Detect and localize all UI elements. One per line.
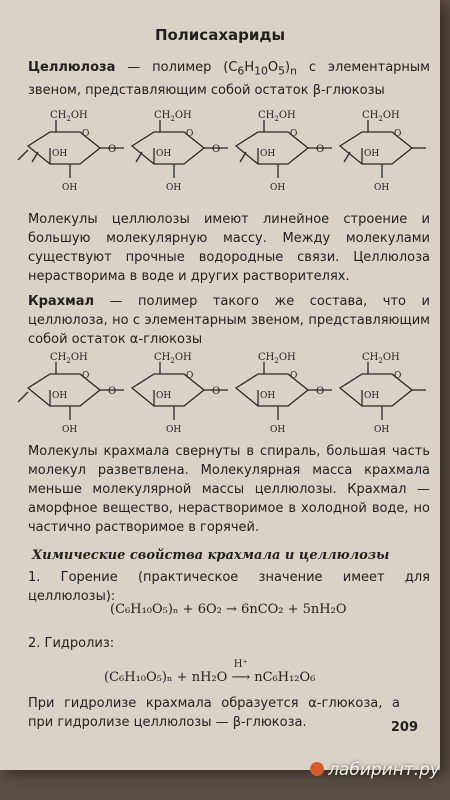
oh-label: OH [364,391,380,401]
oh-label: OH [52,149,68,159]
ch2oh-label: $CH_2OH$ [50,352,88,365]
oh-label: OH [270,183,286,193]
h-bond [32,152,38,162]
starch-term: Крахмал [28,294,95,309]
formula-part: O [267,60,279,75]
eq1-right: 6nCO₂ + 5nH₂O [241,602,347,617]
oh-label: OH [52,391,68,401]
ch2oh-label: $CH_2OH$ [362,352,400,365]
hydrolysis-item: 2. Гидролиз: [28,636,115,651]
oh-label: OH [62,425,78,435]
chain-start-bond [18,392,28,402]
oh-label: OH [166,183,182,193]
oh-label: OH [374,183,390,193]
ch2oh-label: $CH_2OH$ [154,352,192,365]
formula-sub: 10 [254,64,268,78]
ring-oxygen-label: O [186,129,194,139]
bridge-oxygen-label: O [212,386,221,397]
h-bond [344,152,350,162]
oh-label: OH [374,425,390,435]
oh-label: OH [62,183,78,193]
watermark [310,760,440,780]
eq2-arrow-group [231,659,251,685]
watermark-text: лабиринт.ру [328,760,440,780]
chain-start-bond [18,150,28,160]
bridge-oxygen-label: O [108,144,117,155]
oh-label: OH [260,149,276,159]
page-number: 209 [390,720,418,735]
section-heading: Полисахариды [154,26,286,44]
h-bond [136,152,142,162]
oh-label: OH [364,149,380,159]
bridge-oxygen-label: O [212,144,221,155]
cellulose-structure-diagram [14,104,434,200]
h-bond [240,152,246,162]
cellulose-intro-text: с элементарным звеном, представляющим собой остаток β-глюкозы [28,60,430,98]
eq1-left: (C₆H₁₀O₅)ₙ + 6O₂ [110,602,222,617]
oh-label: OH [260,391,276,401]
chem-props-title: Химические свойства крахмала и целлюлозы [32,548,390,563]
ring-oxygen-label: O [290,129,298,139]
oh-label: OH [156,391,172,401]
ch2oh-label: $CH_2OH$ [258,352,296,365]
eq2-arrow: ⟶ [231,670,251,685]
eq2-left: (C₆H₁₀O₅)ₙ + nH₂O [104,670,228,685]
oh-label: OH [270,425,286,435]
starch-intro-text: — полимер такого же состава, что и целлюлоза, но с элементарным звеном, представляющим собой остаток α-глюкозы [28,294,430,347]
ch2oh-label: $CH_2OH$ [362,110,400,123]
oh-label: OH [166,425,182,435]
ch2oh-label: $CH_2OH$ [50,110,88,123]
formula-part: H [244,60,255,75]
eq2-right: nC₆H₁₂O₆ [254,670,316,685]
formula-part: ) [285,60,291,75]
cellulose-intro [28,58,430,100]
formula-sub: 6 [237,64,245,78]
cellulose-description: Молекулы целлюлозы имеют линейное строение и большую молекулярную массу. Между молекулами существуют прочные водородные связи. Целлюлоза нерастворима в воде и других растворителях. [28,212,430,284]
ring-oxygen-label: O [394,371,402,381]
formula-sub: 5 [278,64,285,78]
bridge-oxygen-label: O [108,386,117,397]
ch2oh-label: $CH_2OH$ [154,110,192,123]
combustion-equation [110,602,347,617]
ring-oxygen-label: O [82,129,90,139]
oh-label: OH [156,149,172,159]
starch-intro [28,292,430,349]
labirint-logo-icon [310,762,324,776]
bridge-oxygen-label: O [316,386,325,397]
starch-description: Молекулы крахмала свернуты в спираль, большая часть молекул разветвлена. Молекулярная масса крахмала меньше молекулярной массы целлюлозы. Крахмал — аморфное вещество, нерастворимое в холодной воде, но частично растворимое в горячей. [28,444,430,535]
ring-oxygen-label: O [82,371,90,381]
cellulose-term: Целлюлоза [28,60,116,75]
starch-structure-diagram [14,346,434,442]
eq1-arrow: → [226,602,237,617]
hydrolysis-conclusion: При гидролизе крахмала образуется α-глюкоза, а при гидролизе целлюлозы — β-глюкоза. [28,696,400,730]
eq2-catalyst: H⁺ [233,659,248,670]
ring-oxygen-label: O [394,129,402,139]
ch2oh-label: $CH_2OH$ [258,110,296,123]
bridge-oxygen-label: O [316,144,325,155]
formula-sub: n [290,64,297,78]
cellulose-formula-part: — полимер (C [115,60,238,75]
ring-oxygen-label: O [186,371,194,381]
combustion-item: 1. Горение (практическое значение имеет для целлюлозы): [28,570,430,604]
hydrolysis-equation [104,659,316,685]
ring-oxygen-label: O [290,371,298,381]
